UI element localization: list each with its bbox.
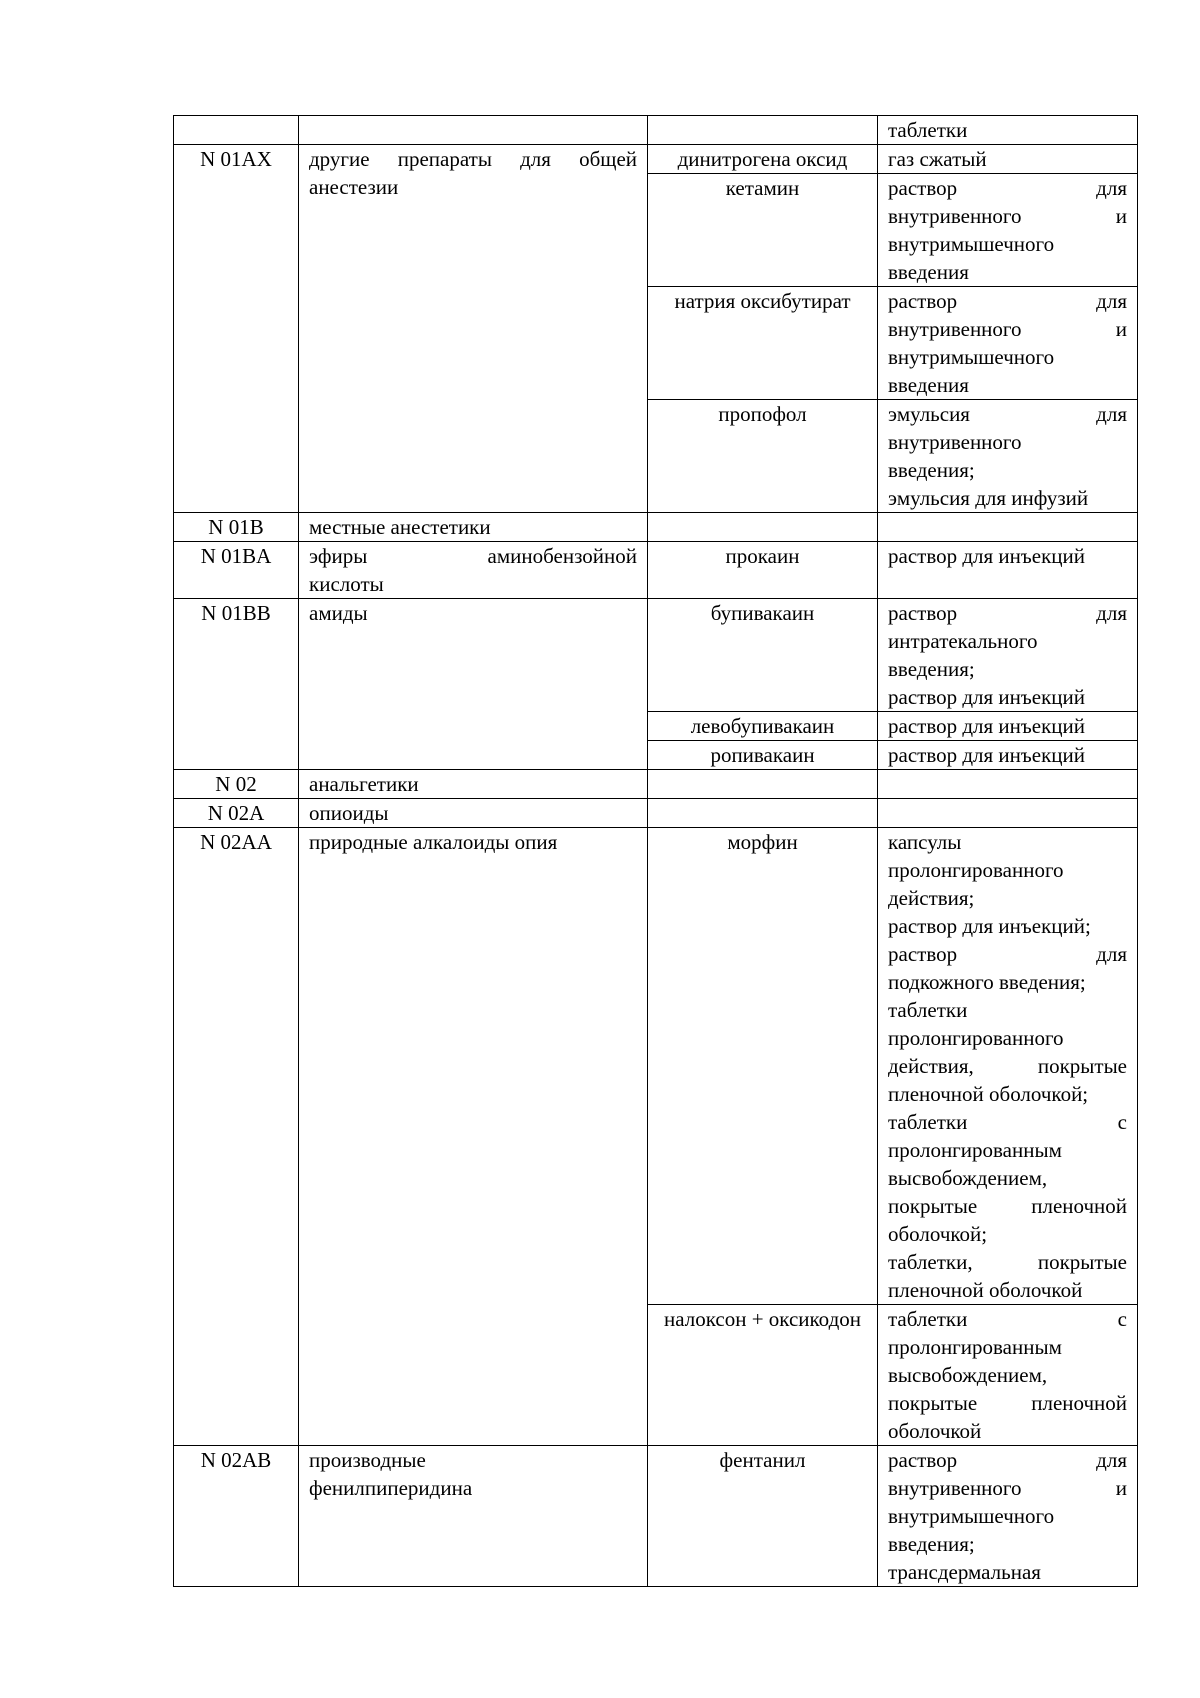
table-row [174, 542, 1138, 599]
atc-code-cell: N 02A [174, 799, 299, 828]
dosage-form-line: внутривенного и [888, 1476, 1127, 1500]
dosage-form-line: внутривенного и [888, 204, 1127, 228]
group-name-line: опиоиды [309, 801, 389, 825]
dosage-form-line: введения; [888, 458, 975, 482]
dosage-form-line: раствор для [888, 942, 1127, 966]
dosage-form-line: подкожного введения; [888, 970, 1086, 994]
dosage-form-cell [878, 1305, 1138, 1446]
atc-code-cell: N 02 [174, 770, 299, 799]
table-row [174, 1446, 1138, 1587]
drug-name-cell: пропофол [648, 400, 878, 513]
group-name-line: другие препараты для общей [309, 147, 637, 171]
dosage-form-cell [878, 770, 1138, 799]
dosage-form-line: эмульсия для инфузий [888, 486, 1089, 510]
group-name-cell [299, 1446, 648, 1587]
dosage-form-cell [878, 799, 1138, 828]
drug-name-cell: бупивакаин [648, 599, 878, 712]
dosage-form-line: пролонгированным [888, 1335, 1062, 1359]
drug-name-cell [648, 770, 878, 799]
group-name-line: кислоты [309, 572, 384, 596]
drug-name-cell: левобупивакаин [648, 712, 878, 741]
dosage-form-line: внутримышечного [888, 1504, 1055, 1528]
dosage-form-cell [878, 400, 1138, 513]
dosage-form-line: оболочкой; [888, 1222, 988, 1246]
dosage-form-line: высвобождением, [888, 1363, 1048, 1387]
dosage-form-line: действия, покрытые [888, 1054, 1127, 1078]
group-name-line: природные алкалоиды опия [309, 830, 558, 854]
dosage-form-line: раствор для [888, 289, 1127, 313]
drug-name-cell: налоксон + оксикодон [648, 1305, 878, 1446]
table-row [174, 828, 1138, 1305]
dosage-form-line: высвобождением, [888, 1166, 1048, 1190]
dosage-form-line: внутримышечного [888, 232, 1055, 256]
group-name-line: анестезии [309, 175, 399, 199]
dosage-form-line: трансдермальная [888, 1560, 1041, 1584]
dosage-form-line: действия; [888, 886, 975, 910]
dosage-form-line: раствор для инъекций [888, 743, 1085, 767]
atc-code-cell [174, 116, 299, 145]
group-name-cell [299, 145, 648, 513]
dosage-form-line: таблетки с [888, 1110, 1127, 1134]
group-name-line: производные [309, 1448, 426, 1472]
group-name-cell [299, 116, 648, 145]
dosage-form-line: пролонгированного [888, 1026, 1064, 1050]
dosage-form-line: покрытые пленочной [888, 1194, 1127, 1218]
dosage-form-line: пленочной оболочкой [888, 1278, 1083, 1302]
drug-name-cell: ропивакаин [648, 741, 878, 770]
dosage-form-line: газ сжатый [888, 147, 987, 171]
dosage-form-line: покрытые пленочной [888, 1391, 1127, 1415]
table-row [174, 513, 1138, 542]
dosage-form-cell [878, 741, 1138, 770]
dosage-form-line: раствор для [888, 1448, 1127, 1472]
dosage-form-line: таблетки с [888, 1307, 1127, 1331]
dosage-form-line: раствор для инъекций [888, 685, 1085, 709]
dosage-form-line: таблетки [888, 118, 968, 142]
dosage-form-line: раствор для инъекций [888, 544, 1085, 568]
drug-name-cell [648, 513, 878, 542]
dosage-form-line: капсулы [888, 830, 962, 854]
dosage-form-cell [878, 287, 1138, 400]
group-name-cell [299, 770, 648, 799]
dosage-form-line: раствор для [888, 601, 1127, 625]
table-row [174, 799, 1138, 828]
dosage-form-line: пленочной оболочкой; [888, 1082, 1089, 1106]
dosage-form-line: таблетки [888, 998, 968, 1022]
drug-name-cell: динитрогена оксид [648, 145, 878, 174]
group-name-cell [299, 542, 648, 599]
atc-code-cell: N 02AB [174, 1446, 299, 1587]
dosage-form-line: пролонгированного [888, 858, 1064, 882]
dosage-form-cell [878, 712, 1138, 741]
dosage-form-line: раствор для инъекций; [888, 914, 1091, 938]
atc-code-cell: N 01B [174, 513, 299, 542]
dosage-form-line: оболочкой [888, 1419, 982, 1443]
dosage-form-cell [878, 174, 1138, 287]
dosage-form-cell [878, 513, 1138, 542]
dosage-form-cell [878, 1446, 1138, 1587]
table-row [174, 145, 1138, 174]
dosage-form-line: таблетки, покрытые [888, 1250, 1127, 1274]
dosage-form-line: введения [888, 373, 969, 397]
dosage-form-line: раствор для [888, 176, 1127, 200]
group-name-line: анальгетики [309, 772, 419, 796]
atc-code-cell: N 01BA [174, 542, 299, 599]
group-name-cell [299, 799, 648, 828]
atc-code-cell: N 01BB [174, 599, 299, 770]
drug-name-cell: морфин [648, 828, 878, 1305]
dosage-form-line: внутривенного [888, 430, 1022, 454]
dosage-form-line: эмульсия для [888, 402, 1127, 426]
drug-name-cell: натрия оксибутират [648, 287, 878, 400]
dosage-form-cell [878, 542, 1138, 599]
drug-name-cell [648, 116, 878, 145]
drug-list-table [173, 115, 1138, 1587]
dosage-form-line: внутривенного и [888, 317, 1127, 341]
group-name-line: местные анестетики [309, 515, 491, 539]
table-row [174, 599, 1138, 712]
dosage-form-line: введения [888, 260, 969, 284]
dosage-form-cell [878, 828, 1138, 1305]
atc-code-cell: N 01AX [174, 145, 299, 513]
group-name-line: амиды [309, 601, 368, 625]
table-row [174, 116, 1138, 145]
dosage-form-line: раствор для инъекций [888, 714, 1085, 738]
dosage-form-line: внутримышечного [888, 345, 1055, 369]
dosage-form-line: введения; [888, 1532, 975, 1556]
group-name-line: фенилпиперидина [309, 1476, 473, 1500]
atc-code-cell: N 02AA [174, 828, 299, 1446]
group-name-cell [299, 828, 648, 1446]
drug-name-cell: кетамин [648, 174, 878, 287]
dosage-form-line: пролонгированным [888, 1138, 1062, 1162]
dosage-form-line: введения; [888, 657, 975, 681]
table-row [174, 770, 1138, 799]
group-name-line: эфиры аминобензойной [309, 544, 637, 568]
drug-name-cell: прокаин [648, 542, 878, 599]
dosage-form-cell [878, 145, 1138, 174]
dosage-form-line: интратекального [888, 629, 1038, 653]
group-name-cell [299, 513, 648, 542]
drug-name-cell [648, 799, 878, 828]
dosage-form-cell [878, 116, 1138, 145]
group-name-cell [299, 599, 648, 770]
dosage-form-cell [878, 599, 1138, 712]
drug-name-cell: фентанил [648, 1446, 878, 1587]
